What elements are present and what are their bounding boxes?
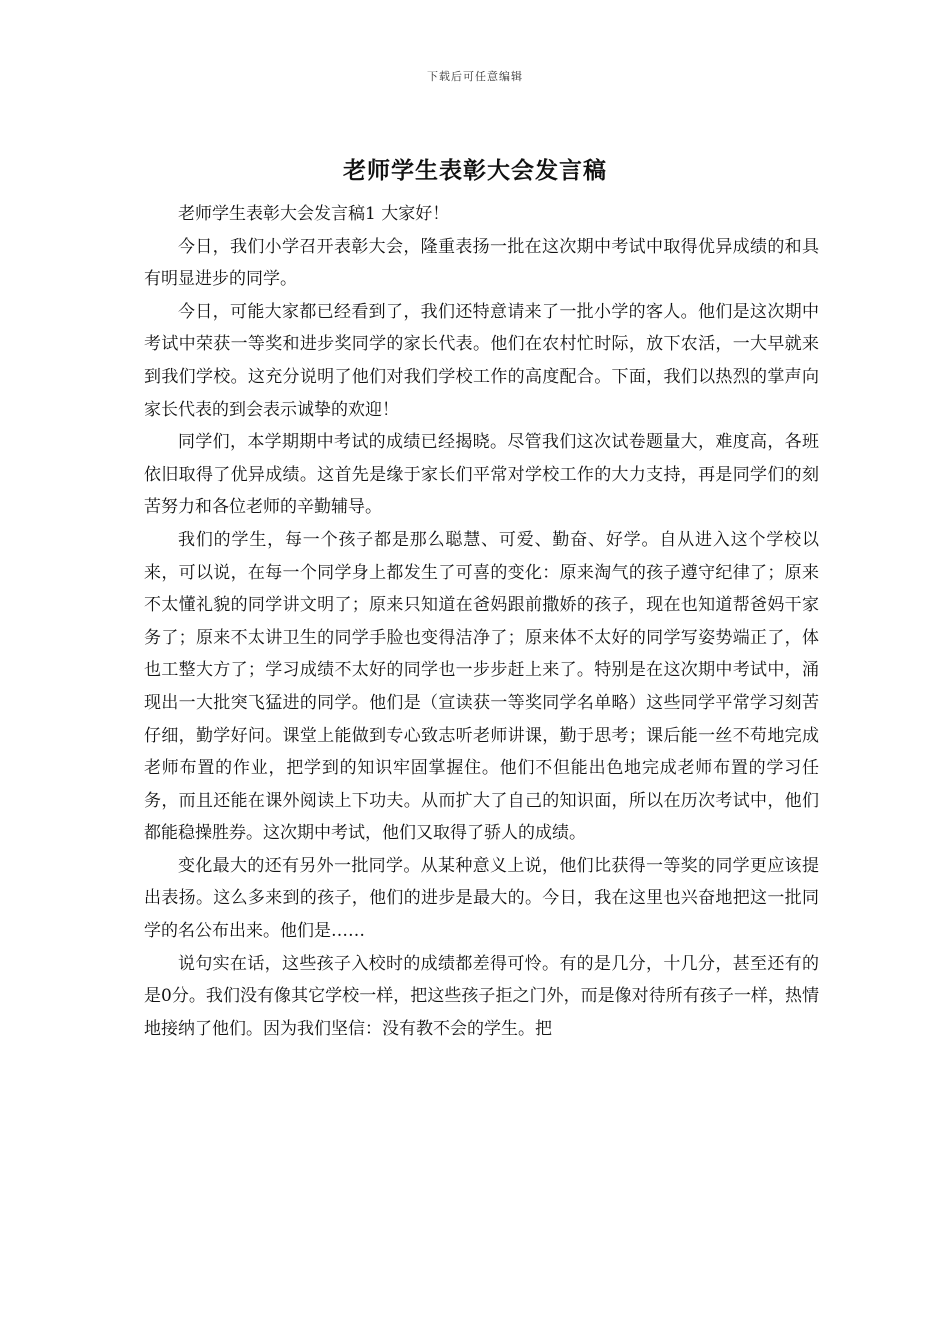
paragraph-1: 老师学生表彰大会发言稿1 大家好！ bbox=[178, 204, 450, 224]
paragraph-2: 今日，我们小学召开表彰大会，隆重表扬一批在这次期中考试中取得优异成绩的和具有明显进步的同学。 bbox=[144, 236, 819, 290]
paragraph-3: 今日，可能大家都已经看到了，我们还特意请来了一批小学的客人。他们是这次期中考试中荣获一等奖和进步奖同学的家长代表。他们在农村忙时际，放下农活，一大早就来到我们学校。这充分说明了他们对我们学校工作的高度配合。下面，我们以热烈的掌声向家长代表的到会表示诚挚的欢迎！ bbox=[144, 301, 819, 420]
document-body bbox=[144, 198, 819, 1045]
paragraph-7: 说句实在话，这些孩子入校时的成绩都差得可怜。有的是几分，十几分，甚至还有的是0分。我们没有像其它学校一样，把这些孩子拒之门外，而是像对待所有孩子一样，热情地接纳了他们。因为我们坚信：没有教不会的学生。把 bbox=[144, 953, 819, 1039]
paragraph-5: 我们的学生，每一个孩子都是那么聪慧、可爱、勤奋、好学。自从进入这个学校以来，可以说，在每一个同学身上都发生了可喜的变化：原来淘气的孩子遵守纪律了；原来不太懂礼貌的同学讲文明了；原来只知道在爸妈跟前撒娇的孩子，现在也知道帮爸妈干家务了；原来不太讲卫生的同学手脸也变得洁净了；原来体不太好的同学写姿势端正了，体也工整大方了；学习成绩不太好的同学也一步步赶上来了。特别是在这次期中考试中，涌现出一大批突飞猛进的同学。他们是（宣读获一等奖同学名单略）这些同学平常学习刻苦仔细，勤学好问。课堂上能做到专心致志听老师讲课，勤于思考；课后能一丝不苟地完成老师布置的作业，把学到的知识牢固掌握住。他们不但能出色地完成老师布置的学习任务，而且还能在课外阅读上下功夫。从而扩大了自己的知识面，所以在历次考试中，他们都能稳操胜券。这次期中考试，他们又取得了骄人的成绩。 bbox=[144, 529, 819, 844]
paragraph-6: 变化最大的还有另外一批同学。从某种意义上说，他们比获得一等奖的同学更应该提出表扬。这么多来到的孩子，他们的进步是最大的。今日，我在这里也兴奋地把这一批同学的名公布出来。他们是…… bbox=[144, 855, 819, 942]
page-header-note: 下载后可任意编辑 bbox=[427, 70, 523, 83]
paragraph-4: 同学们，本学期期中考试的成绩已经揭晓。尽管我们这次试卷题量大，难度高，各班依旧取得了优异成绩。这首先是缘于家长们平常对学校工作的大力支持，再是同学们的刻苦努力和各位老师的辛勤辅导。 bbox=[144, 432, 819, 518]
document-title: 老师学生表彰大会发言稿 bbox=[343, 157, 607, 184]
